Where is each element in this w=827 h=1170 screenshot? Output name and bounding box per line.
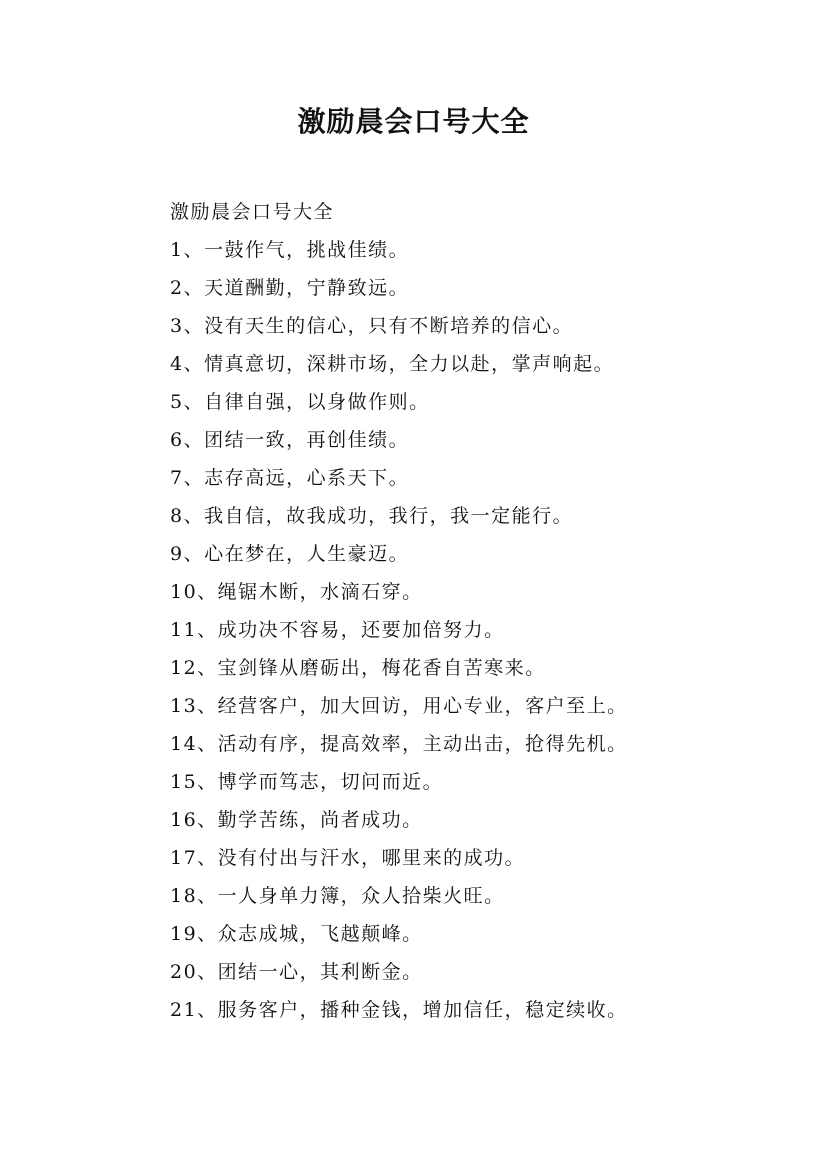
slogan-item: 1、一鼓作气，挑战佳绩。 bbox=[170, 239, 410, 261]
slogan-item: 5、自律自强，以身做作则。 bbox=[170, 391, 430, 413]
slogan-item: 6、团结一致，再创佳绩。 bbox=[170, 429, 410, 451]
slogan-item: 15、博学而笃志，切问而近。 bbox=[170, 771, 444, 793]
slogan-item: 18、一人身单力簿，众人拾柴火旺。 bbox=[170, 885, 505, 907]
slogan-item: 17、没有付出与汗水，哪里来的成功。 bbox=[170, 847, 526, 869]
slogan-list bbox=[170, 231, 730, 1029]
slogan-item: 21、服务客户，播种金钱，增加信任，稳定续收。 bbox=[170, 999, 628, 1021]
section-heading: 激励晨会口号大全 bbox=[170, 201, 335, 223]
slogan-item: 16、勤学苦练，尚者成功。 bbox=[170, 809, 423, 831]
slogan-item: 4、情真意切，深耕市场，全力以赴，掌声响起。 bbox=[170, 353, 615, 375]
slogan-item: 10、绳锯木断，水滴石穿。 bbox=[170, 581, 423, 603]
slogan-item: 11、成功决不容易，还要加倍努力。 bbox=[170, 619, 505, 641]
slogan-item: 2、天道酬勤，宁静致远。 bbox=[170, 277, 410, 299]
slogan-item: 7、志存高远，心系天下。 bbox=[170, 467, 410, 489]
slogan-item: 13、经营客户，加大回访，用心专业，客户至上。 bbox=[170, 695, 628, 717]
document-title: 激励晨会口号大全 bbox=[297, 105, 530, 138]
slogan-item: 8、我自信，故我成功，我行，我一定能行。 bbox=[170, 505, 574, 527]
slogan-item: 12、宝剑锋从磨砺出，梅花香自苦寒来。 bbox=[170, 657, 546, 679]
document-body bbox=[170, 193, 730, 1029]
slogan-item: 14、活动有序，提高效率，主动出击，抢得先机。 bbox=[170, 733, 628, 755]
slogan-item: 20、团结一心，其利断金。 bbox=[170, 961, 423, 983]
slogan-item: 9、心在梦在，人生豪迈。 bbox=[170, 543, 410, 565]
slogan-item: 19、众志成城，飞越颠峰。 bbox=[170, 923, 423, 945]
slogan-item: 3、没有天生的信心，只有不断培养的信心。 bbox=[170, 315, 574, 337]
